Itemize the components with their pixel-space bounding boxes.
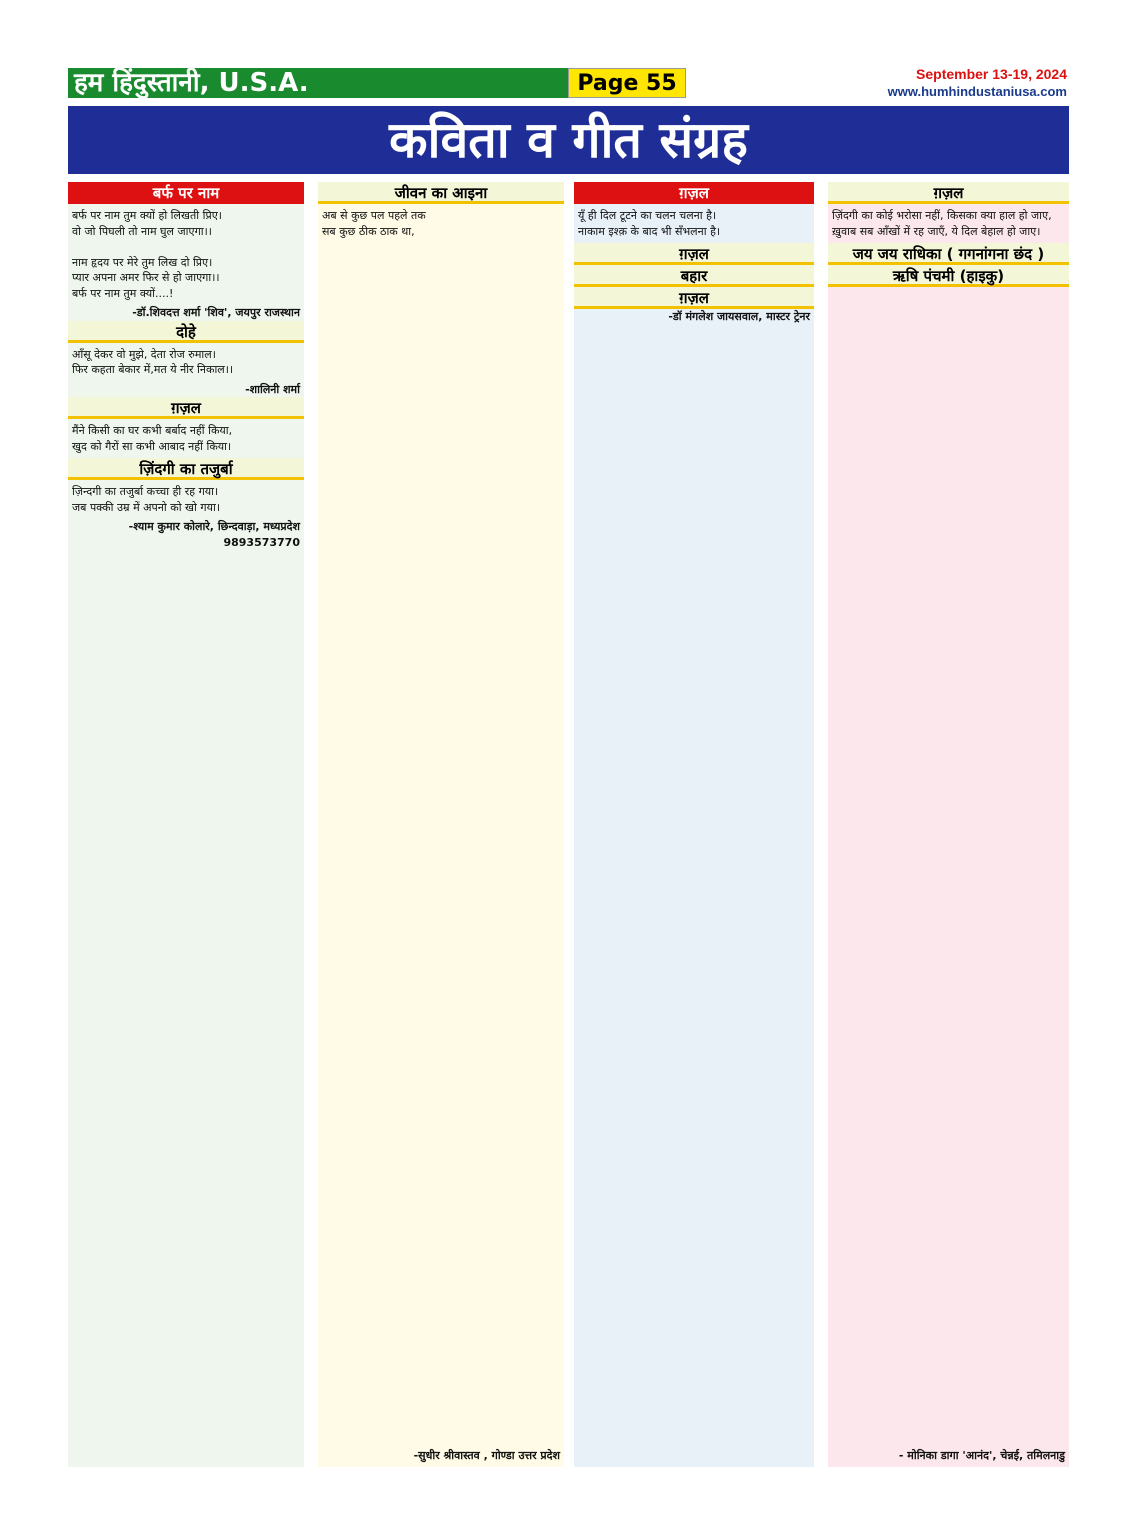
poem-title: ज़िंदगी का तजुर्बा: [68, 458, 304, 480]
poem-text: यूँ ही दिल टूटने का चलन चलना है। नाकाम इश्क़ के बाद भी सँभलना है।: [578, 209, 721, 238]
poem-title: ग़ज़ल: [828, 182, 1069, 204]
poem-title: ग़ज़ल: [574, 243, 814, 265]
poem-title: दोहे: [68, 321, 304, 343]
poem-text: ज़िन्दगी का तजुर्बा कच्चा ही रह गया। जब पक्की उम्र में अपनो को खो गया।: [72, 485, 220, 514]
poem-title: बहार: [574, 265, 814, 287]
section-banner: कविता व गीत संग्रह: [68, 106, 1069, 174]
poem-text: ज़िंदगी का कोई भरोसा नहीं, किसका क्या हाल हो जाए, ख़ुवाब सब आँखों में रह जाएँ, ये दिल बेहाल हो जाए।: [832, 209, 1052, 238]
poem-text: बर्फ पर नाम तुम क्यों हो लिखती प्रिए। वो जो पिघली तो नाम घुल जाएगा।। नाम हृदय पर मेरे तुम लिख दो प्रिए। प्यार अपना अमर फिर से हो जाएगा।। बर्फ पर नाम तुम क्यों....!: [72, 209, 222, 300]
poem-title: ग़ज़ल: [574, 287, 814, 309]
author: -सुधीर श्रीवास्तव , गोण्डा उत्तर प्रदेश: [413, 1448, 560, 1462]
author: -शालिनी शर्मा: [245, 382, 300, 396]
poem-title: ग़ज़ल: [68, 397, 304, 419]
issue-date: September 13-19, 2024: [916, 66, 1067, 82]
author: -डॉ मंगलेश जायसवाल, मास्टर ट्रेनर: [668, 310, 810, 323]
page-number: Page 55: [568, 68, 686, 98]
author: -श्याम कुमार कोलारे, छिन्दवाड़ा, मध्यप्रदेश: [128, 520, 300, 533]
column-1: [68, 182, 304, 1467]
poem-title: जीवन का आइना: [318, 182, 564, 204]
column-2: [318, 182, 564, 1467]
poem-text: अब से कुछ पल पहले तक सब कुछ ठीक ठाक था,: [322, 209, 426, 238]
column-3: [574, 182, 814, 1467]
poem-text: मैंने किसी का घर कभी बर्बाद नहीं किया, खुद को गैरों सा कभी आबाद नहीं किया।: [72, 424, 233, 453]
author: - मोनिका डागा 'आनंद', चेन्नई, तमिलनाडु: [898, 1448, 1065, 1462]
author: -डॉ.शिवदत्त शर्मा 'शिव', जयपुर राजस्थान: [132, 306, 300, 319]
poem-title: ऋषि पंचमी (हाइकु): [828, 265, 1069, 287]
poem-title: जय जय राधिका ( गगनांगना छंद ): [828, 243, 1069, 265]
phone: 9893573770: [223, 535, 300, 549]
column-4: [828, 182, 1069, 1467]
poem-text: आँसू देकर वो मुझे, देता रोज रुमाल। फिर कहता बेकार में,मत ये नीर निकाल।।: [72, 347, 234, 376]
poem-title: ग़ज़ल: [574, 182, 814, 204]
poem-title: बर्फ पर नाम: [68, 182, 304, 204]
brand: हम हिंदुस्तानी, U.S.A.: [68, 68, 568, 98]
site-url[interactable]: www.humhindustaniusa.com: [887, 84, 1067, 99]
